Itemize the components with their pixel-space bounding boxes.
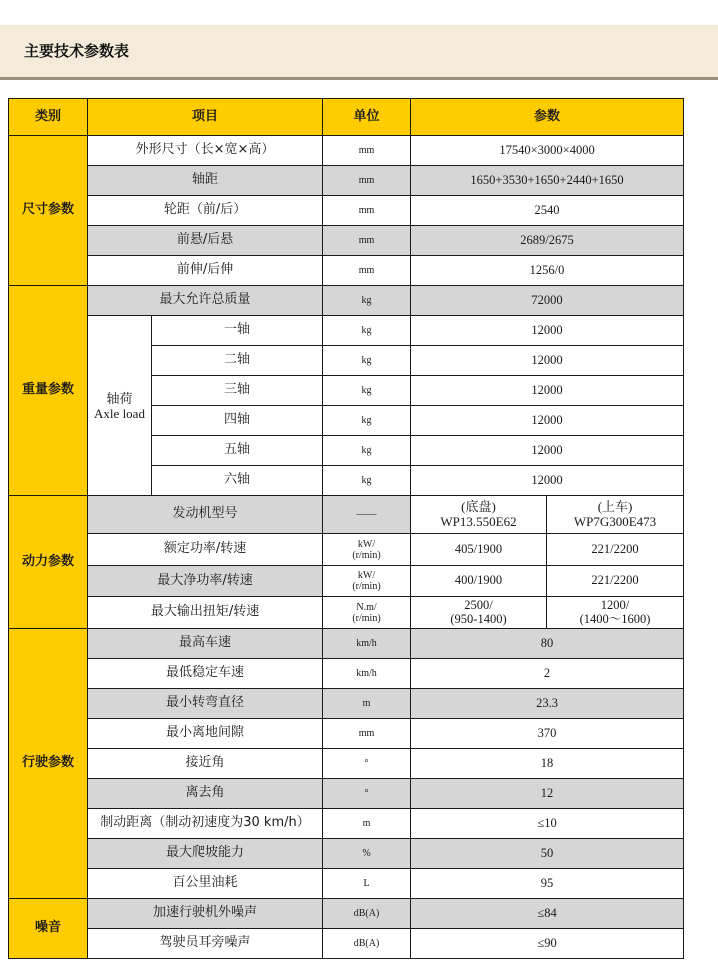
- header-item: 项目: [88, 99, 323, 136]
- item-cell: 最大允许总质量: [88, 286, 323, 316]
- item-cell: 五轴: [152, 436, 323, 466]
- category-power: 动力参数: [9, 496, 88, 629]
- unit-bottom: (r/min): [352, 581, 381, 592]
- value-cell: 12000: [411, 406, 684, 436]
- item-cell: 最大输出扭矩/转速: [88, 597, 323, 629]
- value-cell: ≤10: [411, 809, 684, 839]
- value-cell: 400/1900: [411, 566, 547, 597]
- value-cell: 72000: [411, 286, 684, 316]
- item-cell: 最大净功率/转速: [88, 566, 323, 597]
- table-row: [9, 166, 684, 196]
- item-cell: 二轴: [152, 346, 323, 376]
- unit-cell: km/h: [323, 629, 411, 659]
- table-row: [9, 899, 684, 929]
- item-cell: 最大爬坡能力: [88, 839, 323, 869]
- table-row: [9, 534, 684, 566]
- value-cell: 12000: [411, 466, 684, 496]
- item-cell: 制动距离（制动初速度为30 km/h）: [88, 809, 323, 839]
- item-cell: 加速行驶机外噪声: [88, 899, 323, 929]
- category-noise: 噪音: [9, 899, 88, 959]
- chassis-label: (底盘): [461, 499, 496, 515]
- table-row: [9, 286, 684, 316]
- unit-cell: kg: [323, 286, 411, 316]
- table-row: [9, 929, 684, 959]
- table-row: [9, 869, 684, 899]
- table-row: [9, 566, 684, 597]
- unit-cell: [323, 566, 411, 597]
- table-row: [9, 809, 684, 839]
- unit-cell: mm: [323, 166, 411, 196]
- value-cell: 1256/0: [411, 256, 684, 286]
- unit-top: N.m/: [356, 601, 377, 613]
- unit-cell: mm: [323, 136, 411, 166]
- unit-cell: dB(A): [323, 929, 411, 959]
- unit-cell: mm: [323, 196, 411, 226]
- value-cell: 12: [411, 779, 684, 809]
- item-cell: 外形尺寸（长×宽×高）: [88, 136, 323, 166]
- value-cell: 2: [411, 659, 684, 689]
- unit-cell: km/h: [323, 659, 411, 689]
- unit-cell: L: [323, 869, 411, 899]
- unit-cell: %: [323, 839, 411, 869]
- value-top: 2500/: [464, 597, 493, 612]
- unit-cell: kg: [323, 346, 411, 376]
- category-driving: 行驶参数: [9, 629, 88, 899]
- unit-cell: m: [323, 809, 411, 839]
- unit-cell: m: [323, 689, 411, 719]
- table-row: [9, 839, 684, 869]
- value-cell: 12000: [411, 436, 684, 466]
- table-row: [9, 316, 684, 346]
- value-cell: 12000: [411, 346, 684, 376]
- table-row: [9, 597, 684, 629]
- value-cell: 405/1900: [411, 534, 547, 566]
- unit-cell: kg: [323, 466, 411, 496]
- item-cell: 前悬/后悬: [88, 226, 323, 256]
- category-size: 尺寸参数: [9, 136, 88, 286]
- item-cell: 额定功率/转速: [88, 534, 323, 566]
- value-cell: 221/2200: [547, 566, 684, 597]
- value-bottom: (950-1400): [450, 611, 507, 626]
- unit-cell: °: [323, 749, 411, 779]
- item-cell: 前伸/后伸: [88, 256, 323, 286]
- item-cell: 三轴: [152, 376, 323, 406]
- header-value: 参数: [411, 99, 684, 136]
- value-cell: ≤90: [411, 929, 684, 959]
- table-row: [9, 226, 684, 256]
- unit-cell: °: [323, 779, 411, 809]
- value-cell: 18: [411, 749, 684, 779]
- engine-upper-cell: [547, 496, 684, 534]
- spec-table: [8, 98, 684, 959]
- item-cell: 轮距（前/后）: [88, 196, 323, 226]
- header-row: [9, 99, 684, 136]
- header-category: 类别: [9, 99, 88, 136]
- value-cell: 23.3: [411, 689, 684, 719]
- unit-cell: [323, 597, 411, 629]
- item-cell: 最低稳定车速: [88, 659, 323, 689]
- value-cell: 95: [411, 869, 684, 899]
- engine-chassis-cell: [411, 496, 547, 534]
- value-cell: 2689/2675: [411, 226, 684, 256]
- item-cell: 发动机型号: [88, 496, 323, 534]
- item-cell: 六轴: [152, 466, 323, 496]
- unit-cell: kg: [323, 406, 411, 436]
- table-row: [9, 496, 684, 534]
- value-cell: 12000: [411, 376, 684, 406]
- value-cell: 1650+3530+1650+2440+1650: [411, 166, 684, 196]
- table-row: [9, 136, 684, 166]
- unit-cell: mm: [323, 256, 411, 286]
- value-bottom: (1400～1600): [579, 611, 651, 626]
- unit-cell: [323, 534, 411, 566]
- axle-load-cell: [88, 316, 152, 496]
- page-title: 主要技术参数表: [24, 42, 130, 60]
- value-cell: 80: [411, 629, 684, 659]
- table-row: [9, 256, 684, 286]
- axle-load-label: 轴荷: [106, 391, 133, 407]
- value-cell: [547, 597, 684, 629]
- unit-cell: kg: [323, 376, 411, 406]
- title-bar: [0, 25, 718, 80]
- item-cell: 一轴: [152, 316, 323, 346]
- category-weight: 重量参数: [9, 286, 88, 496]
- value-cell: [411, 597, 547, 629]
- upper-label: (上车): [597, 499, 633, 515]
- item-cell: 接近角: [88, 749, 323, 779]
- table-row: [9, 659, 684, 689]
- value-cell: 2540: [411, 196, 684, 226]
- value-cell: 12000: [411, 316, 684, 346]
- table-row: [9, 196, 684, 226]
- unit-cell: mm: [323, 226, 411, 256]
- table-row: [9, 719, 684, 749]
- table-row: [9, 779, 684, 809]
- unit-cell: mm: [323, 719, 411, 749]
- table-row: [9, 749, 684, 779]
- table-row: [9, 689, 684, 719]
- unit-top: kW/: [357, 570, 376, 581]
- header-unit: 单位: [323, 99, 411, 136]
- unit-bottom: (r/min): [352, 612, 381, 624]
- item-cell: 驾驶员耳旁噪声: [88, 929, 323, 959]
- item-cell: 百公里油耗: [88, 869, 323, 899]
- chassis-engine-model: WP13.550E62: [440, 513, 517, 529]
- item-cell: 最小离地间隙: [88, 719, 323, 749]
- item-cell: 最小转弯直径: [88, 689, 323, 719]
- value-cell: 17540×3000×4000: [411, 136, 684, 166]
- unit-cell: kg: [323, 436, 411, 466]
- unit-cell: ——: [323, 496, 411, 534]
- value-cell: 370: [411, 719, 684, 749]
- unit-top: kW/: [357, 538, 376, 550]
- item-cell: 离去角: [88, 779, 323, 809]
- value-cell: ≤84: [411, 899, 684, 929]
- unit-cell: kg: [323, 316, 411, 346]
- item-cell: 最高车速: [88, 629, 323, 659]
- item-cell: 四轴: [152, 406, 323, 436]
- value-cell: 221/2200: [547, 534, 684, 566]
- upper-engine-model: WP7G300E473: [573, 513, 657, 529]
- table-row: [9, 629, 684, 659]
- unit-bottom: (r/min): [352, 549, 381, 561]
- axle-load-label-en: Axle load: [94, 406, 145, 422]
- unit-cell: dB(A): [323, 899, 411, 929]
- value-top: 1200/: [600, 597, 630, 612]
- item-cell: 轴距: [88, 166, 323, 196]
- value-cell: 50: [411, 839, 684, 869]
